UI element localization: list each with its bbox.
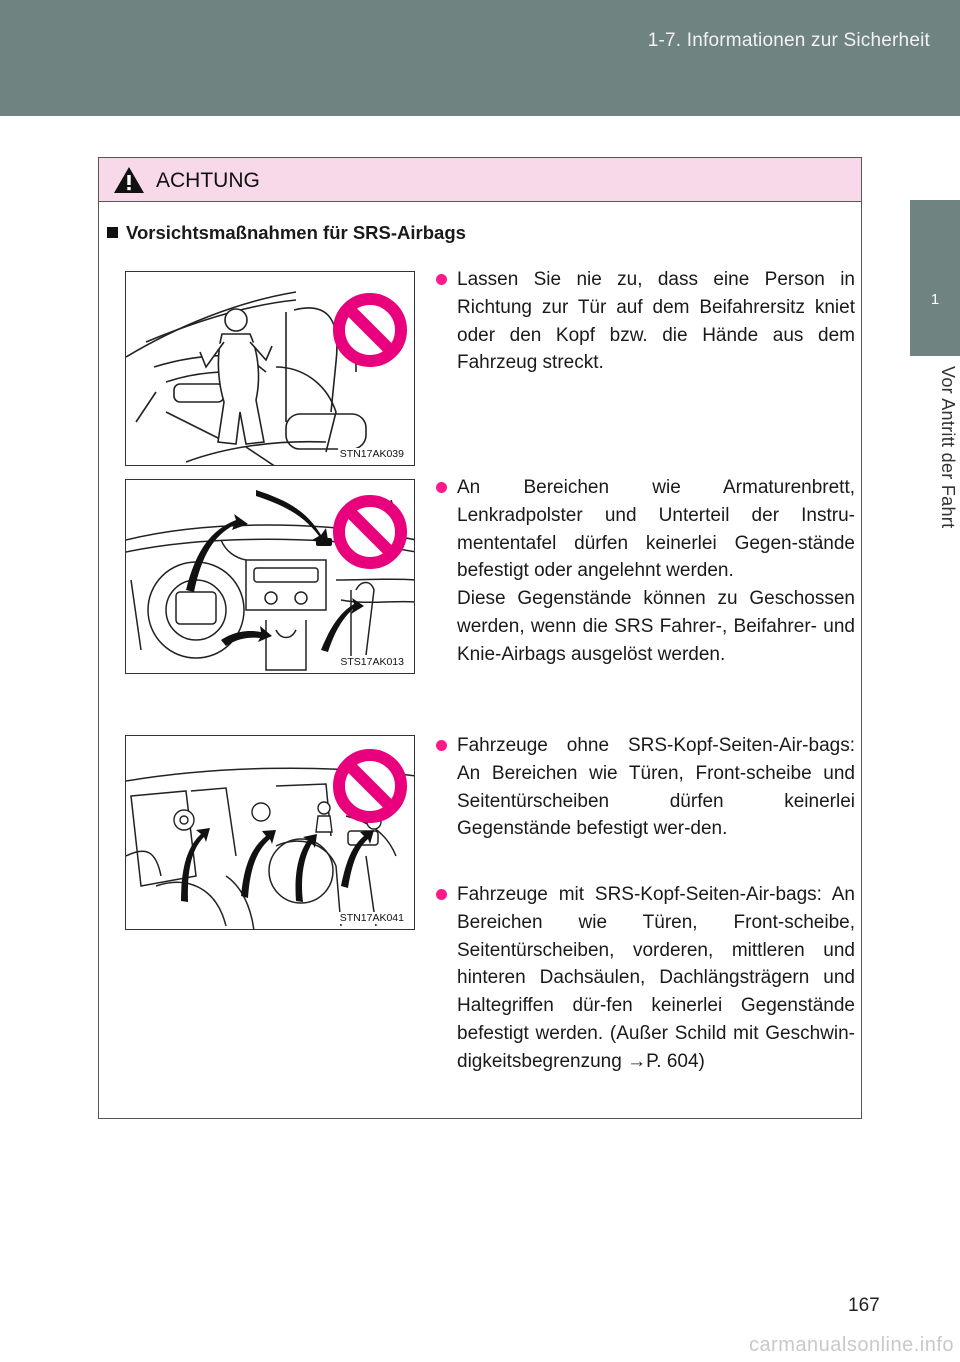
bullet-item	[436, 732, 855, 843]
warning-triangle-icon	[113, 166, 145, 194]
bullet-dot-icon	[436, 889, 447, 900]
prohibition-icon	[330, 290, 410, 370]
bullet-item	[436, 881, 855, 1076]
illustration-code: STN17AK039	[339, 448, 404, 460]
watermark: carmanualsonline.info	[748, 1334, 954, 1356]
page-number: 167	[848, 1295, 880, 1316]
illustration-interior-objects	[125, 735, 415, 930]
chapter-title: 1-7. Informationen zur Sicherheit	[647, 30, 930, 51]
side-tab-label: Vor Antritt der Fahrt	[938, 366, 958, 529]
warning-title: ACHTUNG	[156, 169, 260, 192]
side-tab-number: 1	[930, 291, 940, 308]
square-bullet-icon	[107, 227, 118, 238]
bullet-text: Fahrzeuge ohne SRS-Kopf-Seiten-Air-bags: An Bereichen wie Türen, Front-scheibe und Seitentürscheiben dürfen keinerlei Gegenstände befestigt wer-den.	[457, 735, 855, 840]
bullet-text: Fahrzeuge mit SRS-Kopf-Seiten-Air-bags: An Bereichen wie Türen, Front-scheibe, Seitentürscheiben, vorderen, mittleren und hinteren Dachsäulen, Dachlängsträgern und Haltegriffen dür-fen keinerlei Gegenstände befestigt werden. (Außer Schild mit Geschwin-digkeitsbegrenzung →P. 604)	[457, 884, 855, 1072]
illustration-code: STS17AK013	[340, 656, 404, 668]
section-heading-text: Vorsichtsmaßnahmen für SRS-Airbags	[126, 222, 466, 243]
bullet-dot-icon	[436, 740, 447, 751]
warning-header	[99, 158, 861, 202]
illustration-dashboard-objects	[125, 479, 415, 674]
side-tab	[910, 200, 960, 356]
bullet-text: Lassen Sie nie zu, dass eine Person in Richtung zur Tür auf dem Beifahrersitz kniet oder den Kopf bzw. die Hände aus dem Fahrzeug streckt.	[457, 269, 855, 374]
illustration-kneeling-passenger	[125, 271, 415, 466]
prohibition-icon	[330, 746, 410, 826]
bullet-dot-icon	[436, 274, 447, 285]
bullet-item	[436, 266, 855, 377]
section-heading	[107, 222, 466, 244]
warning-box	[98, 157, 862, 1119]
illustration-code: STN17AK041	[339, 912, 404, 924]
prohibition-icon	[330, 492, 410, 572]
header-band	[0, 0, 960, 116]
bullet-item	[436, 474, 855, 669]
bullet-text: An Bereichen wie Armaturenbrett, Lenkradpolster und Unterteil der Instru-mententafel dürfen keinerlei Gegen-stände befestigt oder angelehnt werden. Diese Gegenstände können zu Geschossen werden, wenn die SRS Fahrer-, Beifahrer- und Knie-Airbags ausgelöst werden.	[457, 477, 855, 665]
bullet-dot-icon	[436, 482, 447, 493]
